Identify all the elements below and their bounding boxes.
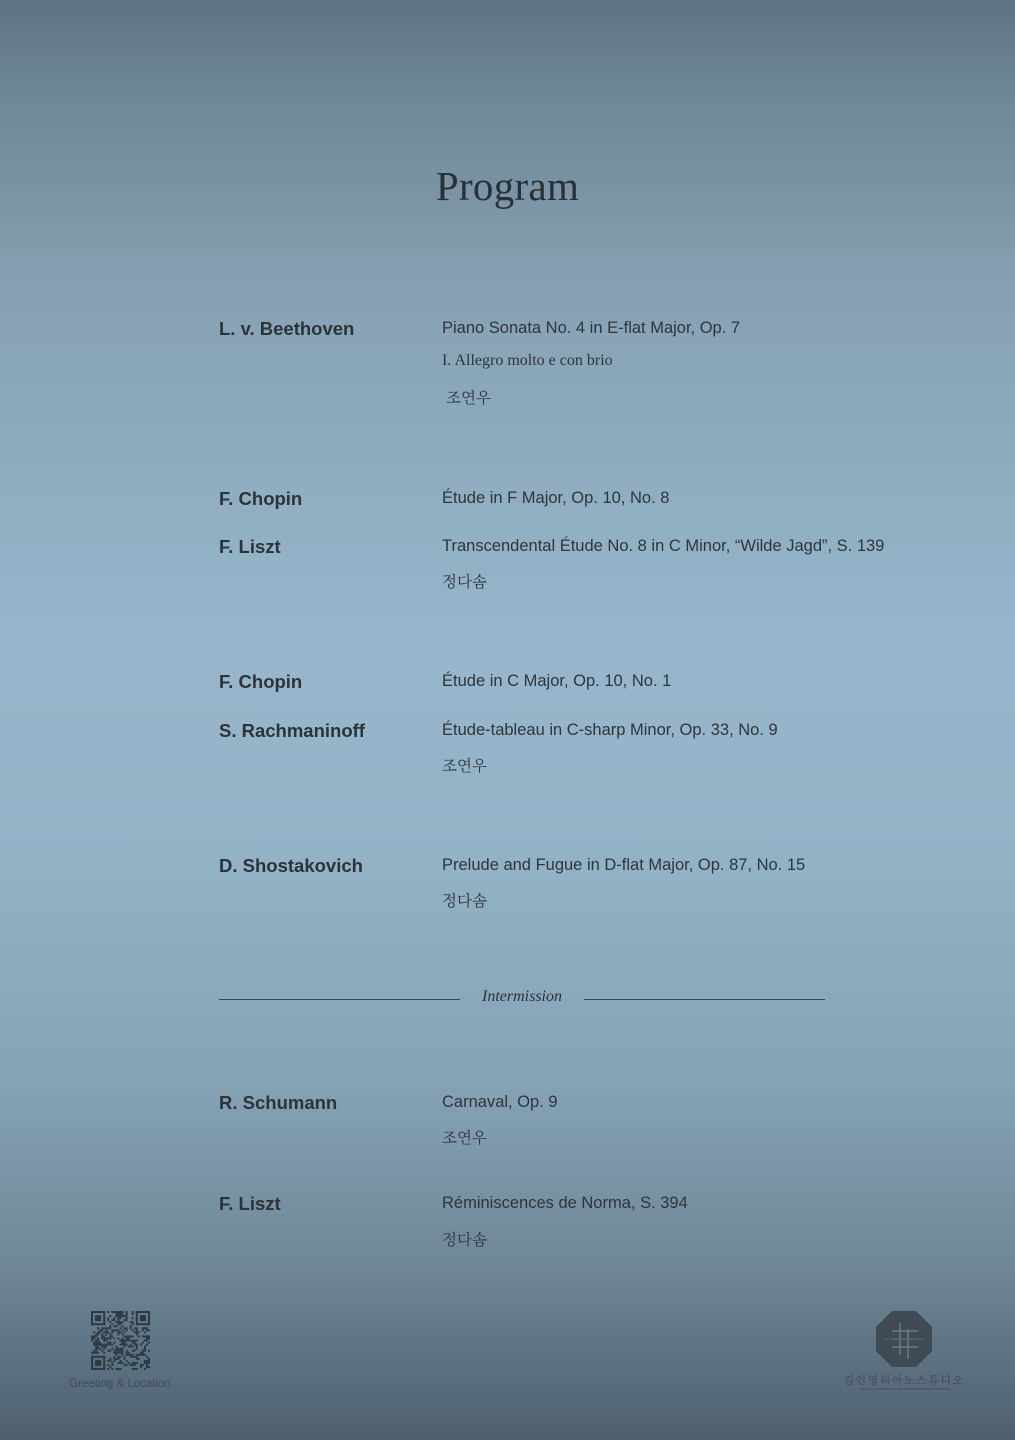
composer-chopin: F. Chopin [219, 488, 303, 509]
performer-name: 조연우 [446, 389, 491, 407]
work-etude-tableau: Étude-tableau in C-sharp Minor, Op. 33, No. 9 [442, 721, 778, 739]
performer-name: 정다솜 [442, 892, 487, 910]
composer-beethoven: L. v. Beethoven [219, 318, 355, 339]
movement-allegro: I. Allegro molto e con brio [442, 352, 613, 369]
qr-code-icon[interactable] [91, 1311, 150, 1370]
composer-schumann: R. Schumann [219, 1092, 338, 1113]
studio-logo-icon [874, 1309, 934, 1369]
performer-name: 조연우 [442, 1129, 487, 1147]
composer-liszt: F. Liszt [219, 1193, 281, 1214]
performer-name: 정다솜 [442, 573, 487, 591]
composer-shostakovich: D. Shostakovich [219, 855, 363, 876]
work-piano-sonata-4: Piano Sonata No. 4 in E-flat Major, Op. 7 [442, 319, 741, 337]
intermission-label: Intermission [482, 988, 562, 1005]
work-reminiscences-norma: Réminiscences de Norma, S. 394 [442, 1194, 688, 1212]
logo-caption: 김인영피아노스튜디오 [843, 1374, 965, 1387]
composer-rachmaninoff: S. Rachmaninoff [219, 720, 365, 741]
composer-liszt: F. Liszt [219, 536, 281, 557]
work-etude-f-major: Étude in F Major, Op. 10, No. 8 [442, 489, 670, 507]
work-etude-c-major: Étude in C Major, Op. 10, No. 1 [442, 672, 672, 690]
qr-caption: Greeting & Location [69, 1378, 171, 1390]
intermission-divider-right [584, 999, 825, 1000]
logo-subline [860, 1388, 950, 1390]
work-prelude-fugue: Prelude and Fugue in D-flat Major, Op. 87, No. 15 [442, 856, 806, 874]
work-carnaval: Carnaval, Op. 9 [442, 1093, 558, 1111]
intermission-divider-left [219, 999, 460, 1000]
performer-name: 정다솜 [442, 1231, 487, 1249]
work-transcendental-etude-8: Transcendental Étude No. 8 in C Minor, “Wilde Jagd”, S. 139 [442, 537, 885, 555]
performer-name: 조연우 [442, 757, 487, 775]
composer-chopin: F. Chopin [219, 671, 303, 692]
page-title: Program [435, 163, 580, 209]
